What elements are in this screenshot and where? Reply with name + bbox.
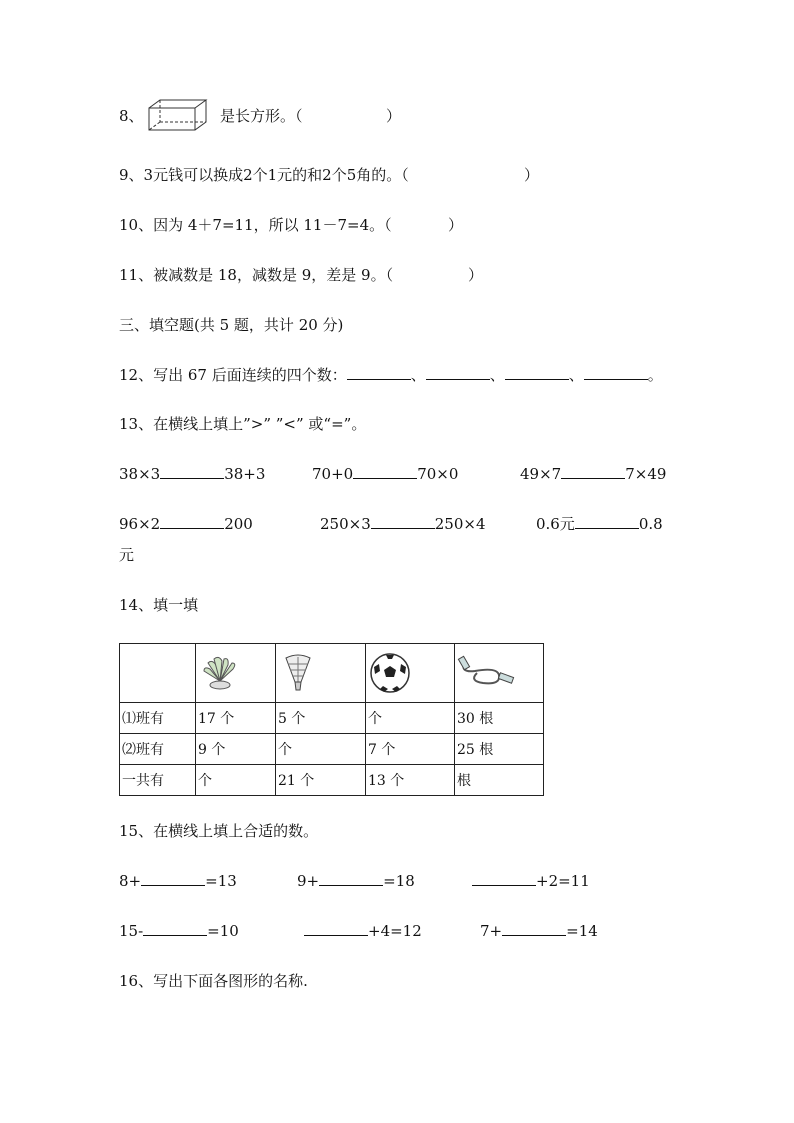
q15-item-3	[472, 871, 590, 891]
q13-item-3-right: 7×49	[625, 465, 667, 483]
q15-blank-3[interactable]	[472, 871, 536, 886]
table-row-label: 一共有	[120, 765, 196, 796]
question-13: 13、在横线上填上”>” ”<” 或“=”。	[119, 415, 367, 433]
table-cell[interactable]: 9 个	[196, 734, 276, 765]
table-cell[interactable]: 个	[196, 765, 276, 796]
table-cell[interactable]: 17 个	[196, 703, 276, 734]
q13-item-5-left: 250×3	[320, 515, 371, 533]
q13-blank-6[interactable]	[575, 514, 639, 529]
table-row-label: ⑴班有	[120, 703, 196, 734]
q12-end: 。	[647, 366, 663, 384]
q13-item-6-left: 0.6元	[536, 515, 575, 533]
q13-item-5-right: 250×4	[434, 515, 486, 533]
q13-item-2	[312, 464, 458, 484]
table-row	[120, 734, 544, 765]
q15-blank-6[interactable]	[502, 921, 566, 936]
question-15: 15、在横线上填上合适的数。	[119, 822, 319, 840]
q13-item-6	[536, 514, 663, 534]
table-icon-cell	[196, 644, 276, 703]
q11-answer-close: ）	[468, 266, 484, 284]
q15-item-3-post: +2=11	[536, 872, 590, 890]
table-icon-cell	[455, 644, 544, 703]
q15-item-5-post: +4=12	[368, 922, 422, 940]
table-row-label: ⑵班有	[120, 734, 196, 765]
table-cell[interactable]: 个	[366, 703, 455, 734]
q13-item-2-left: 70+0	[312, 465, 354, 483]
q8-answer-close: ）	[386, 107, 402, 125]
question-16: 16、写出下面各图形的名称.	[119, 972, 308, 990]
q15-blank-5[interactable]	[304, 921, 368, 936]
table-row	[120, 765, 544, 796]
table-row	[120, 703, 544, 734]
q8-number: 8、	[119, 107, 144, 125]
cuboid-figure	[146, 98, 210, 134]
q13-blank-4[interactable]	[160, 514, 224, 529]
table-cell[interactable]: 5 个	[276, 703, 366, 734]
q15-blank-2[interactable]	[319, 871, 383, 886]
q15-item-2	[297, 871, 415, 891]
q13-item-6-right: 0.8	[638, 515, 663, 533]
q13-item-3-left: 49×7	[520, 465, 562, 483]
q15-item-4-pre: 15-	[119, 922, 144, 940]
q12-blank-3[interactable]	[505, 365, 569, 380]
table-cell[interactable]: 7 个	[366, 734, 455, 765]
q15-blank-4[interactable]	[143, 921, 207, 936]
q13-item-2-right: 70×0	[417, 465, 459, 483]
table-header-row	[120, 644, 544, 703]
q12-blank-4[interactable]	[584, 365, 648, 380]
section-3-title: 三、填空题(共 5 题，共计 20 分)	[119, 316, 344, 334]
q13-blank-3[interactable]	[561, 464, 625, 479]
table-cell[interactable]: 根	[455, 765, 544, 796]
question-12	[119, 365, 663, 385]
table-cell[interactable]: 21 个	[276, 765, 366, 796]
question-9: 9、3元钱可以换成2个1元的和2个5角的。（	[119, 166, 409, 184]
table-icon-cell	[276, 644, 366, 703]
shuttlecock-icon	[278, 652, 318, 694]
q8-statement	[220, 106, 303, 126]
q12-text: 12、写出 67 后面连续的四个数：	[119, 366, 347, 384]
q15-blank-1[interactable]	[141, 871, 205, 886]
q12-sep-3: 、	[568, 366, 584, 384]
q15-item-6-pre: 7+	[480, 922, 503, 940]
question-14: 14、填一填	[119, 596, 199, 614]
q15-item-2-post: =18	[383, 872, 415, 890]
q12-sep-1: 、	[410, 366, 426, 384]
q13-item-1-right: 38+3	[224, 465, 266, 483]
q15-item-1-pre: 8+	[119, 872, 142, 890]
q13-item-5	[320, 514, 486, 534]
q13-wrap-unit: 元	[119, 546, 135, 564]
q15-item-6-post: =14	[566, 922, 598, 940]
q13-item-1-left: 38×3	[119, 465, 161, 483]
table-cell[interactable]: 个	[276, 734, 366, 765]
q13-item-3	[520, 464, 666, 484]
q15-item-2-pre: 9+	[297, 872, 320, 890]
table-icon-cell	[366, 644, 455, 703]
jump-rope-icon	[457, 653, 517, 693]
q15-item-1-post: =13	[205, 872, 237, 890]
q12-sep-2: 、	[489, 366, 505, 384]
question-10: 10、因为 4＋7=11，所以 11－7=4。（	[119, 216, 392, 234]
q13-blank-5[interactable]	[371, 514, 435, 529]
q8-text: 是长方形。（	[220, 107, 303, 125]
q15-item-6	[480, 921, 598, 941]
q15-item-1	[119, 871, 237, 891]
q13-item-4-left: 96×2	[119, 515, 161, 533]
q13-item-4	[119, 514, 253, 534]
question-8	[119, 106, 144, 126]
q9-answer-close: ）	[524, 166, 540, 184]
q12-blank-2[interactable]	[426, 365, 490, 380]
q13-blank-2[interactable]	[353, 464, 417, 479]
q13-blank-1[interactable]	[160, 464, 224, 479]
q10-answer-close: ）	[448, 216, 464, 234]
q13-item-4-right: 200	[224, 515, 253, 533]
question-11: 11、被减数是 18，减数是 9，差是 9。（	[119, 266, 394, 284]
q13-item-1	[119, 464, 265, 484]
q14-table	[119, 643, 544, 796]
soccer-ball-icon	[368, 651, 412, 695]
table-cell[interactable]: 25 根	[455, 734, 544, 765]
table-cell[interactable]: 30 根	[455, 703, 544, 734]
q12-blank-1[interactable]	[347, 365, 411, 380]
table-corner-cell	[120, 644, 196, 703]
badminton-flower-icon	[198, 653, 242, 693]
q15-item-4	[119, 921, 239, 941]
q15-item-5	[304, 921, 422, 941]
table-cell[interactable]: 13 个	[366, 765, 455, 796]
q15-item-4-post: =10	[207, 922, 239, 940]
